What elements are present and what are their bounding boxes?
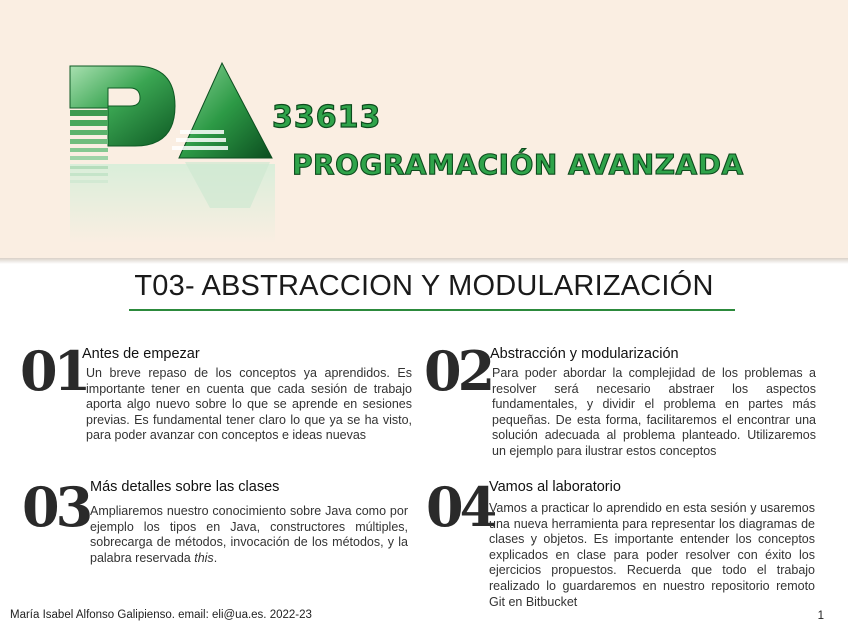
section-title-04: Vamos al laboratorio <box>489 479 621 495</box>
section-number-04: 04 <box>426 475 494 539</box>
section-title-03: Más detalles sobre las clases <box>90 479 280 495</box>
section-text-01: Un breve repaso de los conceptos ya aprendidos. Es importante tener en cuenta que cada sesión de trabajo aporta algo nuevo sobre lo que se aprende en sesiones previas. Es fundamental tener claro lo que ya se ha visto, para poder avanzar con conceptos e ideas nuevas <box>86 366 412 443</box>
section-text-04: Vamos a practicar lo aprendido en esta sesión y usaremos una nueva herramienta para representar los diagramas de clases y objetos. Es importante entender los conceptos explicados en clase para poder resolver con éxito los ejercicios propuestos. Recuerda que todo el trabajo realizado lo guardaremos en nuestro repositorio remoto Git en Bitbucket <box>489 501 815 609</box>
section-number-02: 02 <box>424 339 492 403</box>
header-divider <box>0 258 848 264</box>
footer-author: María Isabel Alfonso Galipienso. email: eli@ua.es. 2022-23 <box>10 609 312 621</box>
section-text-03-end: . <box>213 550 218 565</box>
page-title: T03- ABSTRACCION Y MODULARIZACIÓN <box>134 270 714 302</box>
title-underline <box>129 309 735 311</box>
page-number: 1 <box>817 610 824 622</box>
section-title-02: Abstracción y modularización <box>490 346 679 362</box>
section-number-01: 01 <box>20 339 88 403</box>
course-code: 33613 <box>272 100 382 135</box>
pa-logo <box>60 58 275 253</box>
section-number-03: 03 <box>22 475 90 539</box>
section-text-03-keyword: this <box>194 550 214 565</box>
section-text-02: Para poder abordar la complejidad de los problemas a resolver será necesario abstraer los aspectos fundamentales, y dividir el problema en partes más pequeñas. De esta forma, facilitaremos el encontrar una solución adecuada al problema planteado. Utilizaremos un ejemplo para ilustrar estos conceptos <box>492 366 816 458</box>
section-title-01: Antes de empezar <box>82 346 200 362</box>
section-text-03 <box>90 504 408 566</box>
section-text-03-main: Ampliaremos nuestro conocimiento sobre Java como por ejemplo los tipos en Java, constructores múltiples, sobrecarga de métodos, invocación de los métodos, y la palabra reservada <box>90 504 408 565</box>
course-name: PROGRAMACIÓN AVANZADA <box>292 148 744 181</box>
